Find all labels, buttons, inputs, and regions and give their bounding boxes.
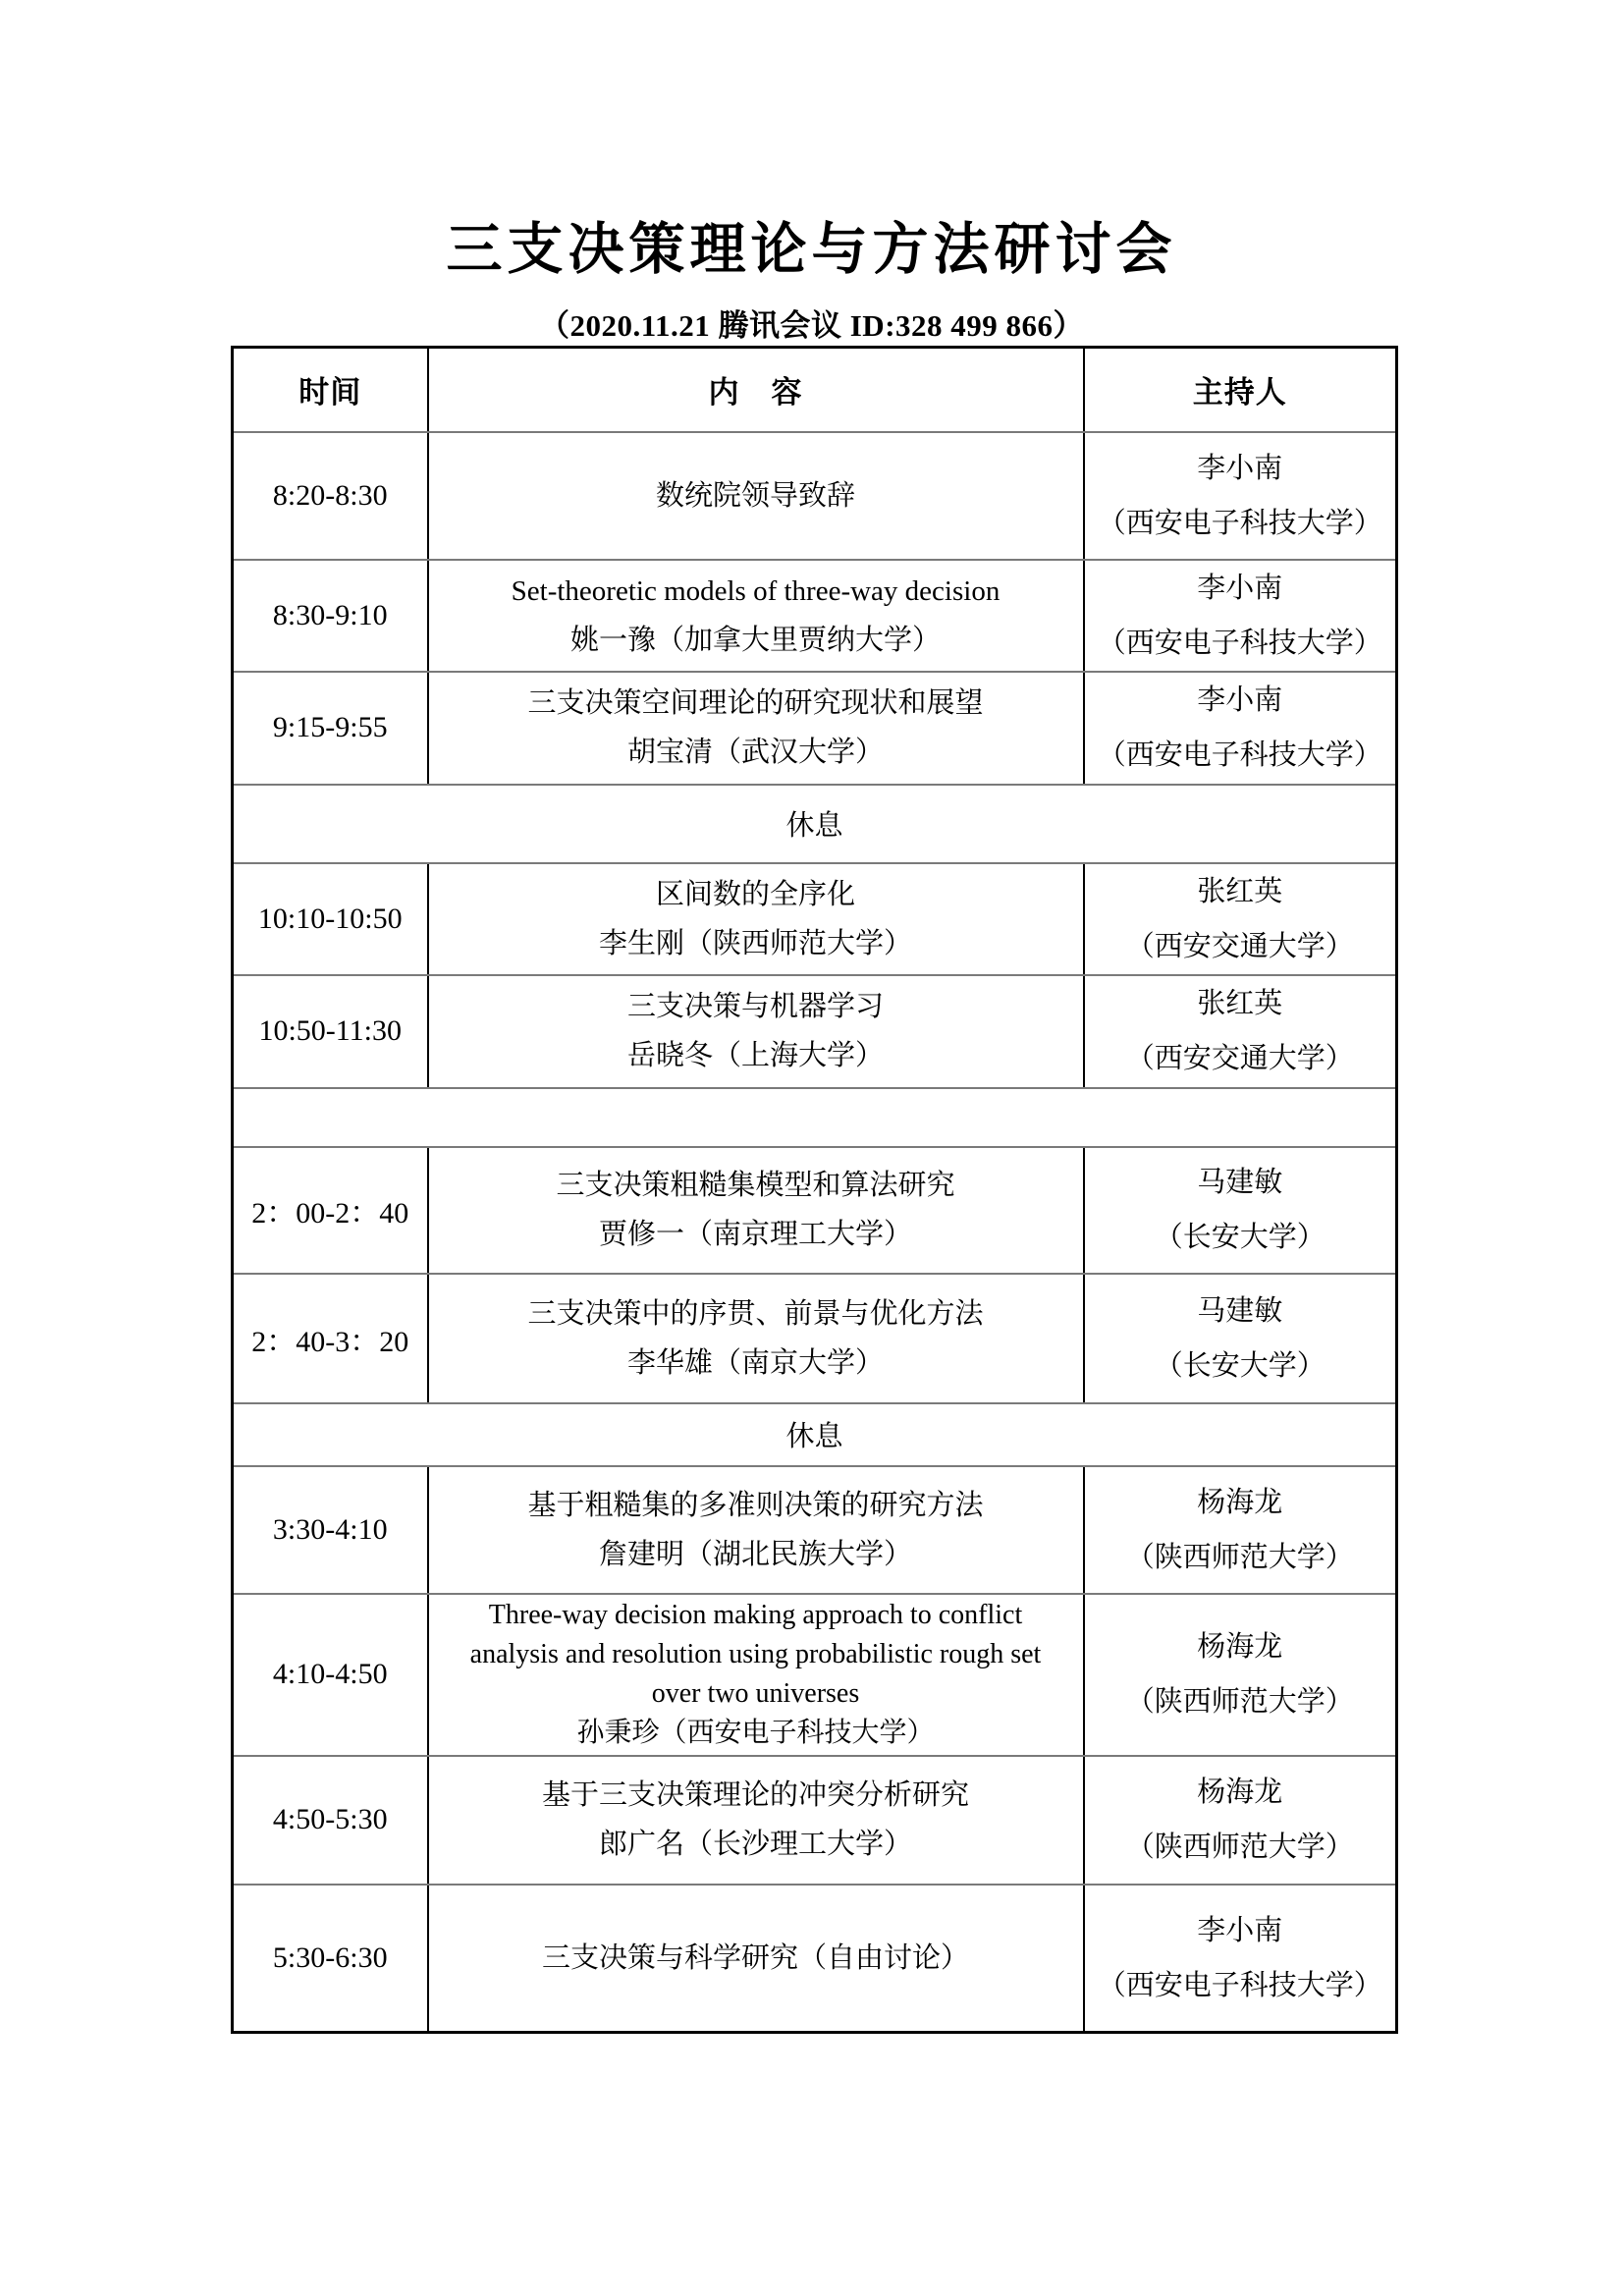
talk-title: 区间数的全序化 — [655, 878, 855, 910]
talk-title: 三支决策中的序贯、前景与优化方法 — [527, 1297, 984, 1330]
talk-title: Set-theoretic models of three-way decision — [511, 574, 1001, 607]
host-name: 李小南 — [1197, 1914, 1283, 1946]
content-cell — [428, 672, 1084, 785]
host-affiliation: （陕西师范大学） — [1125, 1541, 1354, 1573]
host-cell — [1084, 560, 1397, 672]
host-cell — [1084, 432, 1397, 560]
host-affiliation: （长安大学） — [1154, 1222, 1325, 1253]
talk-title-line-3: over two universes — [651, 1678, 860, 1709]
host-cell — [1084, 1885, 1397, 2033]
speaker: 李华雄（南京大学） — [626, 1346, 884, 1379]
speaker: 胡宝清（武汉大学） — [626, 737, 884, 768]
talk-title: 三支决策空间理论的研究现状和展望 — [527, 687, 984, 719]
time-cell: 10:10-10:50 — [233, 863, 428, 975]
time-cell: 2：40-3：20 — [233, 1274, 428, 1403]
content-cell — [428, 863, 1084, 975]
session-row — [233, 560, 1397, 672]
talk-title: 数统院领导致辞 — [655, 479, 855, 512]
talk-title: 三支决策粗糙集模型和算法研究 — [556, 1170, 955, 1201]
host-affiliation: （西安电子科技大学） — [1097, 627, 1382, 659]
time-cell: 3:30-4:10 — [233, 1466, 428, 1594]
session-row — [233, 863, 1397, 975]
host-affiliation: （西安电子科技大学） — [1097, 507, 1382, 539]
host-name: 李小南 — [1197, 452, 1283, 484]
host-name: 李小南 — [1197, 572, 1283, 604]
header-time: 时间 — [233, 348, 428, 432]
host-cell — [1084, 1756, 1397, 1885]
session-row — [233, 1274, 1397, 1403]
document-title: 三支决策理论与方法研讨会 — [446, 219, 1177, 281]
content-cell — [428, 1466, 1084, 1594]
host-affiliation: （陕西师范大学） — [1125, 1831, 1354, 1863]
session-row — [233, 1594, 1397, 1756]
session-row — [233, 672, 1397, 785]
time-cell: 9:15-9:55 — [233, 672, 428, 785]
host-name: 张红英 — [1197, 875, 1283, 907]
host-name: 马建敏 — [1197, 1294, 1283, 1327]
talk-title: 三支决策与机器学习 — [626, 991, 884, 1022]
speaker: 李生刚（陕西师范大学） — [598, 927, 912, 959]
content-cell — [428, 1594, 1084, 1756]
host-cell — [1084, 672, 1397, 785]
host-cell — [1084, 975, 1397, 1088]
meeting-info: （2020.11.21 腾讯会议 ID:328 499 866） — [538, 308, 1085, 343]
time-cell: 8:20-8:30 — [233, 432, 428, 560]
host-name: 杨海龙 — [1197, 1631, 1283, 1663]
host-cell — [1084, 863, 1397, 975]
header-host: 主持人 — [1084, 348, 1397, 432]
host-cell — [1084, 1147, 1397, 1274]
content-cell — [428, 1885, 1084, 2033]
talk-title: 基于三支决策理论的冲突分析研究 — [541, 1779, 969, 1811]
empty-label — [233, 1088, 1397, 1147]
host-name: 张红英 — [1197, 988, 1283, 1019]
speaker: 岳晓冬（上海大学） — [626, 1040, 884, 1071]
host-affiliation: （西安交通大学） — [1125, 1043, 1354, 1074]
session-row — [233, 432, 1397, 560]
break-row — [233, 785, 1397, 863]
time-cell: 2：00-2：40 — [233, 1147, 428, 1274]
session-row — [233, 1885, 1397, 2033]
speaker: 孙秉珍（西安电子科技大学） — [576, 1718, 935, 1748]
break-row — [233, 1403, 1397, 1466]
speaker: 詹建明（湖北民族大学） — [598, 1538, 912, 1570]
host-affiliation: （西安电子科技大学） — [1097, 739, 1382, 771]
content-cell — [428, 1756, 1084, 1885]
session-row — [233, 1466, 1397, 1594]
host-name: 杨海龙 — [1197, 1486, 1283, 1518]
talk-title: 三支决策与科学研究（自由讨论） — [541, 1941, 969, 1974]
talk-title-line-2: analysis and resolution using probabilistic rough set — [469, 1639, 1042, 1669]
time-cell: 4:10-4:50 — [233, 1594, 428, 1756]
host-cell — [1084, 1466, 1397, 1594]
host-cell — [1084, 1594, 1397, 1756]
content-cell — [428, 975, 1084, 1088]
time-cell: 5:30-6:30 — [233, 1885, 428, 2033]
host-affiliation: （西安电子科技大学） — [1097, 1969, 1382, 2001]
empty-row — [233, 1088, 1397, 1147]
talk-title-line-1: Three-way decision making approach to conflict — [488, 1600, 1023, 1630]
host-affiliation: （长安大学） — [1154, 1349, 1325, 1382]
host-affiliation: （西安交通大学） — [1125, 930, 1354, 962]
host-name: 马建敏 — [1197, 1167, 1283, 1198]
host-cell — [1084, 1274, 1397, 1403]
host-affiliation: （陕西师范大学） — [1125, 1686, 1354, 1718]
speaker: 贾修一（南京理工大学） — [598, 1219, 912, 1250]
time-cell: 10:50-11:30 — [233, 975, 428, 1088]
content-cell — [428, 1147, 1084, 1274]
header-row — [233, 348, 1397, 432]
host-name: 杨海龙 — [1197, 1777, 1283, 1808]
break-label: 休息 — [233, 785, 1397, 863]
content-cell — [428, 1274, 1084, 1403]
time-cell: 8:30-9:10 — [233, 560, 428, 672]
content-cell — [428, 432, 1084, 560]
talk-title: 基于粗糙集的多准则决策的研究方法 — [527, 1489, 984, 1521]
speaker: 郎广名（长沙理工大学） — [598, 1829, 912, 1860]
schedule-table — [231, 346, 1398, 2034]
session-row — [233, 1756, 1397, 1885]
speaker: 姚一豫（加拿大里贾纳大学） — [569, 624, 941, 656]
session-row — [233, 975, 1397, 1088]
header-content: 内 容 — [428, 348, 1084, 432]
content-cell — [428, 560, 1084, 672]
break-label: 休息 — [233, 1403, 1397, 1466]
host-name: 李小南 — [1197, 684, 1283, 716]
session-row — [233, 1147, 1397, 1274]
time-cell: 4:50-5:30 — [233, 1756, 428, 1885]
